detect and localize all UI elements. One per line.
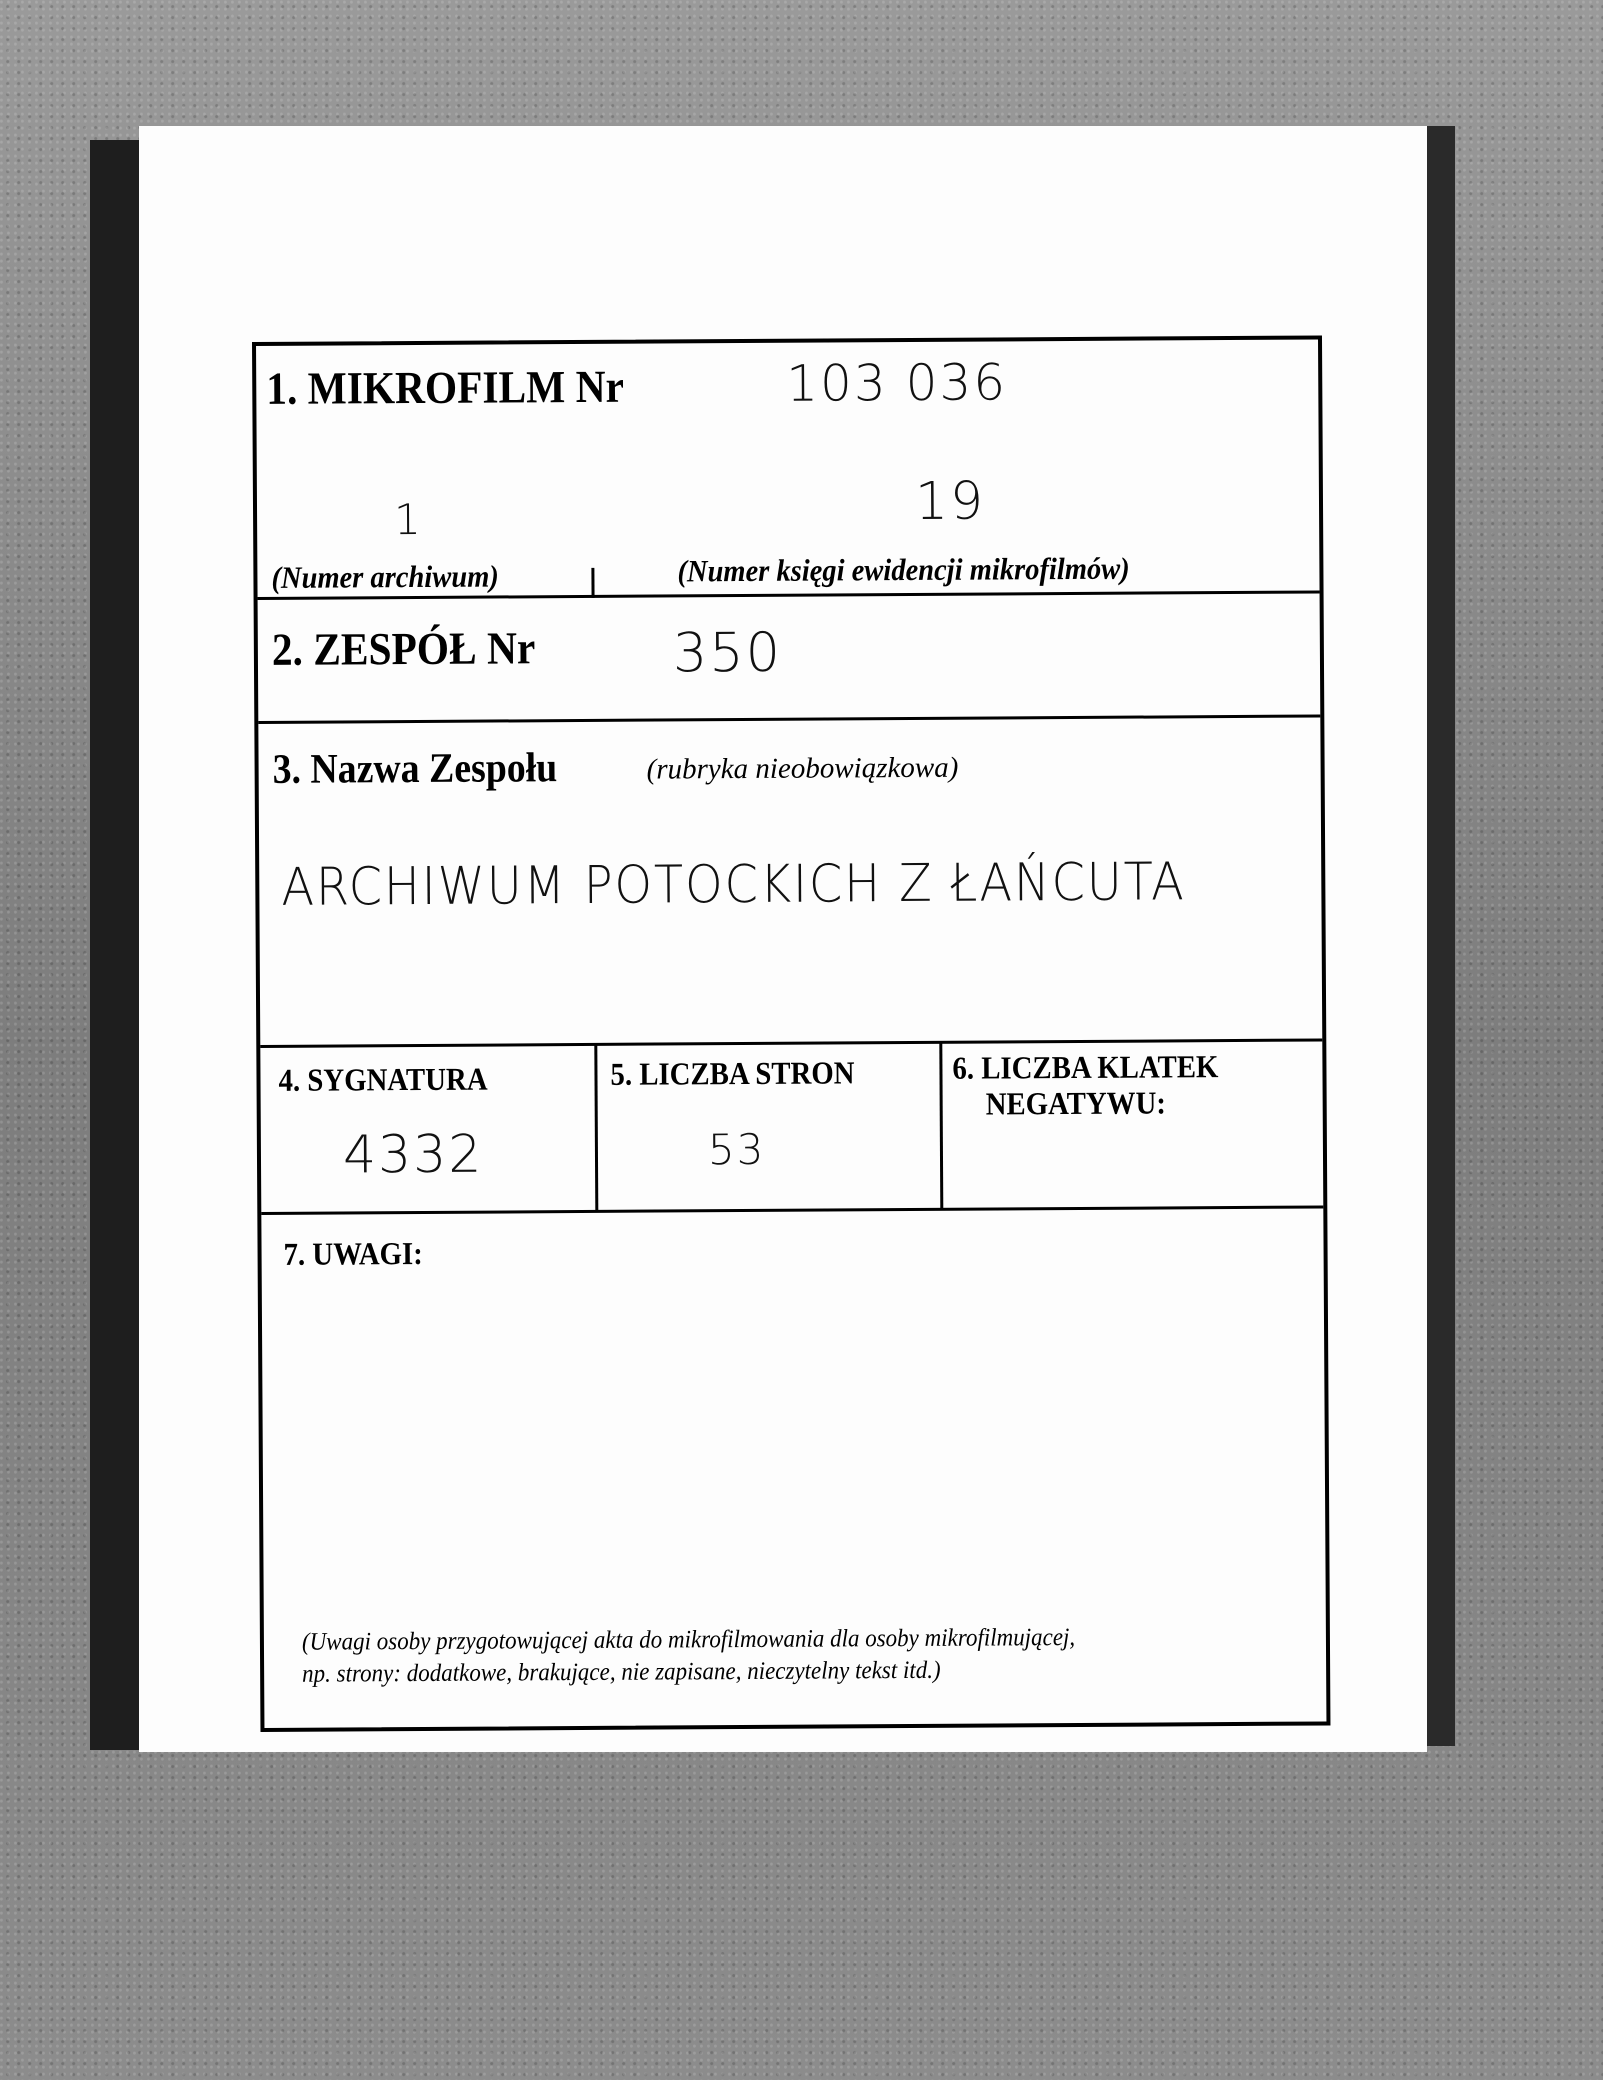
negative-frames-label: 6. LICZBA KLATEK xyxy=(952,1048,1219,1086)
remarks-label: 7. UWAGI: xyxy=(283,1234,423,1272)
film-shadow-left xyxy=(90,140,142,1750)
row-divider xyxy=(260,1038,1322,1047)
register-number-value: 19 xyxy=(914,471,986,532)
row-divider xyxy=(258,714,1320,723)
page-count-value: 53 xyxy=(707,1124,766,1175)
fonds-number-value: 350 xyxy=(672,620,783,685)
archive-separator xyxy=(591,568,594,598)
fonds-name-value: ARCHIWUM POTOCKICH Z ŁAŃCUTA xyxy=(281,852,1186,918)
negative-frames-label-line2: NEGATYWU: xyxy=(985,1084,1167,1122)
microfilm-form xyxy=(252,335,1330,1732)
column-divider xyxy=(939,1042,943,1209)
register-number-label: (Numer księgi ewidencji mikrofilmów) xyxy=(677,550,1130,589)
signature-label: 4. SYGNATURA xyxy=(278,1060,488,1098)
page-count-label: 5. LICZBA STRON xyxy=(610,1054,855,1092)
signature-value: 4332 xyxy=(342,1124,484,1186)
microfilm-number-label: 1. MIKROFILM Nr xyxy=(266,360,625,414)
column-divider xyxy=(594,1044,598,1211)
row-divider xyxy=(261,1205,1323,1214)
fonds-name-label: 3. Nazwa Zespołu xyxy=(272,745,558,793)
remarks-note-line1: (Uwagi osoby przygotowującej akta do mikrofilmowania dla osoby mikrofilmującej, xyxy=(301,1623,1076,1656)
film-shadow-right xyxy=(1425,126,1455,1746)
archive-number-value: 1 xyxy=(393,494,423,545)
fonds-number-label: 2. ZESPÓŁ Nr xyxy=(271,622,536,675)
microfilm-number-value: 103 036 xyxy=(786,353,1008,413)
archive-number-label: (Numer archiwum) xyxy=(271,558,499,595)
fonds-name-note: (rubryka nieobowiązkowa) xyxy=(646,751,959,786)
remarks-note-line2: np. strony: dodatkowe, brakujące, nie zapisane, nieczytelny tekst itd.) xyxy=(302,1656,941,1688)
